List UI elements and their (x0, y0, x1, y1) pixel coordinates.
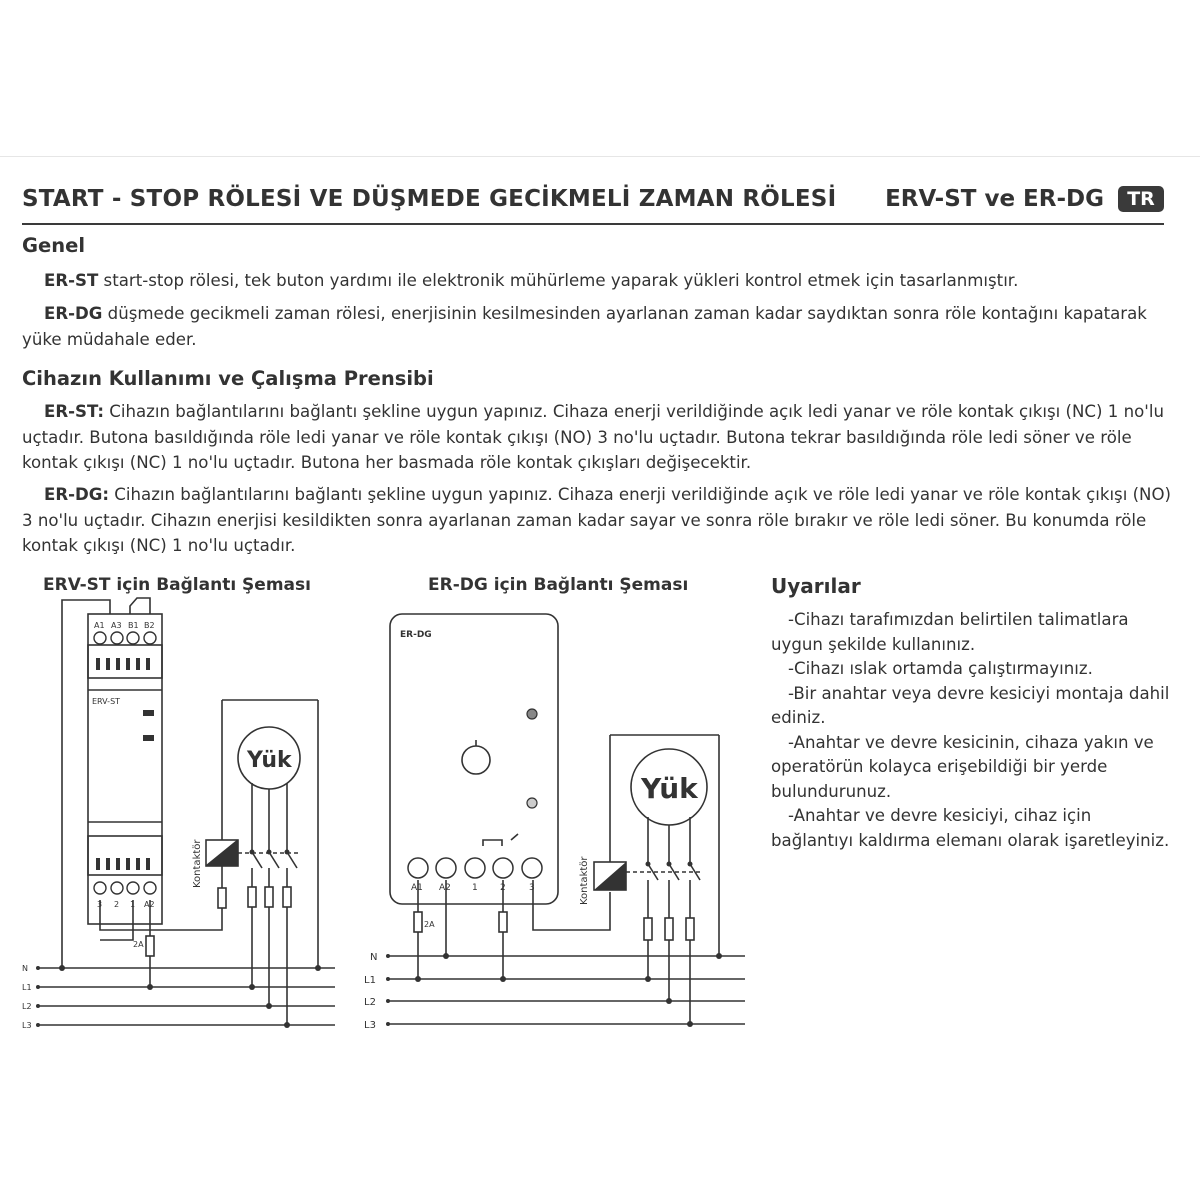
top-divider (0, 156, 1200, 157)
st-diagram-title: ERV-ST için Bağlantı Şeması (43, 575, 311, 595)
dg-line-l3: L3 (364, 1020, 376, 1031)
usage-dg-text: Cihazın bağlantılarını bağlantı şekline uygun yapınız. Cihaza enerji verildiğinde açık ve röle ledi yanar ve röle kontak çıkışı (NO) 3 no'lu uçtadır. Cihazın enerjisi kesildikten sonra ayarlanan zaman kadar sayar ve sonra röle bırakır ve röle ledi söner. Bu konumda röle kontak çıkışı (NC) 1 no'lu uçtadır. (22, 485, 1172, 555)
dg-terminal-a2: A2 (439, 883, 451, 893)
page-header (22, 182, 1164, 218)
st-terminal-a2: A2 (144, 900, 155, 909)
st-terminal-a3: A3 (111, 621, 122, 630)
dg-line-l2: L2 (364, 997, 376, 1008)
warning-item: -Anahtar ve devre kesicinin, cihaza yakın ve operatörün kolayca erişebildiği bir yerde bulundurunuz. (771, 732, 1154, 801)
st-wiring-diagram (0, 590, 380, 1050)
dg-terminal-1: 1 (472, 883, 478, 893)
general-heading: Genel (22, 234, 86, 257)
warning-item: -Bir anahtar veya devre kesiciyi montaja dahil ediniz. (771, 683, 1170, 727)
er-st-description: start-stop rölesi, tek buton yardımı ile elektronik mühürleme yaparak yükleri kontrol etmek için tasarlanmıştır. (98, 271, 1019, 290)
st-line-l3: L3 (22, 1021, 32, 1030)
st-line-l1: L1 (22, 983, 32, 992)
warnings-heading: Uyarılar (771, 574, 861, 598)
dg-diagram-title: ER-DG için Bağlantı Şeması (428, 575, 689, 595)
usage-st-label: ER-ST: (44, 402, 104, 421)
general-paragraph-1 (22, 268, 1172, 294)
model-name: ERV-ST ve ER-DG (885, 186, 1104, 212)
dg-line-l1: L1 (364, 975, 376, 986)
page-title: START - STOP RÖLESİ VE DÜŞMEDE GECİKMELİ ZAMAN RÖLESİ (22, 186, 837, 212)
st-terminal-3: 3 (97, 900, 103, 909)
st-device-label: ERV-ST (92, 697, 121, 706)
dg-contactor-label: Kontaktör (579, 856, 590, 905)
dg-device-label: ER-DG (400, 630, 432, 640)
warnings-list (771, 608, 1171, 853)
usage-st-text: Cihazın bağlantılarını bağlantı şekline uygun yapınız. Cihaza enerji verildiğinde açık ledi yanar ve röle kontak çıkışı (NC) 1 no'lu uçtadır. Butona basıldığında röle ledi yanar ve röle kontak çıkışı (NO) 3 no'lu uçtadır. Butona tekrar basıldığında röle ledi söner ve röle kontak çıkışı (NC) 1 no'lu uçtadır. Butona her basmada röle kontak çıkışları değişecektir. (22, 402, 1164, 472)
dg-load-label: Yük (641, 772, 698, 805)
er-st-label: ER-ST (44, 271, 99, 290)
er-dg-description: düşmede gecikmeli zaman rölesi, enerjisinin kesilmesinden ayarlanan zaman kadar saydıktan sonra röle kontağını kapatarak yüke müdahale eder. (22, 304, 1147, 349)
usage-paragraph-st (22, 399, 1172, 476)
st-line-n: N (22, 964, 28, 973)
dg-terminal-a1: A1 (411, 883, 423, 893)
language-badge: TR (1118, 186, 1164, 212)
st-terminal-2: 2 (114, 900, 120, 909)
dg-terminal-3: 3 (529, 883, 535, 893)
usage-heading: Cihazın Kullanımı ve Çalışma Prensibi (22, 367, 434, 390)
warning-item: -Anahtar ve devre kesiciyi, cihaz için bağlantıyı kaldırma elemanı olarak işaretleyiniz. (771, 806, 1170, 850)
dg-fuse-label: 2A (424, 920, 435, 929)
header-rule (22, 223, 1164, 225)
usage-dg-label: ER-DG: (44, 485, 110, 504)
warning-item: -Cihazı tarafımızdan belirtilen talimatlara uygun şekilde kullanınız. (771, 610, 1129, 654)
dg-wiring-diagram (355, 600, 765, 1040)
st-line-l2: L2 (22, 1002, 32, 1011)
general-paragraph-2 (22, 301, 1172, 352)
er-dg-label: ER-DG (44, 304, 103, 323)
st-terminal-b1: B1 (128, 621, 139, 630)
warning-item: -Cihazı ıslak ortamda çalıştırmayınız. (788, 659, 1093, 678)
st-terminal-b2: B2 (144, 621, 155, 630)
st-terminal-a1: A1 (94, 621, 105, 630)
usage-paragraph-dg (22, 482, 1172, 559)
dg-terminal-2: 2 (500, 883, 506, 893)
st-contactor-label: Kontaktör (192, 839, 203, 888)
dg-line-n: N (370, 952, 378, 963)
st-fuse-label: 2A (133, 940, 144, 949)
st-load-label: Yük (247, 748, 292, 773)
st-terminal-1: 1 (130, 900, 136, 909)
